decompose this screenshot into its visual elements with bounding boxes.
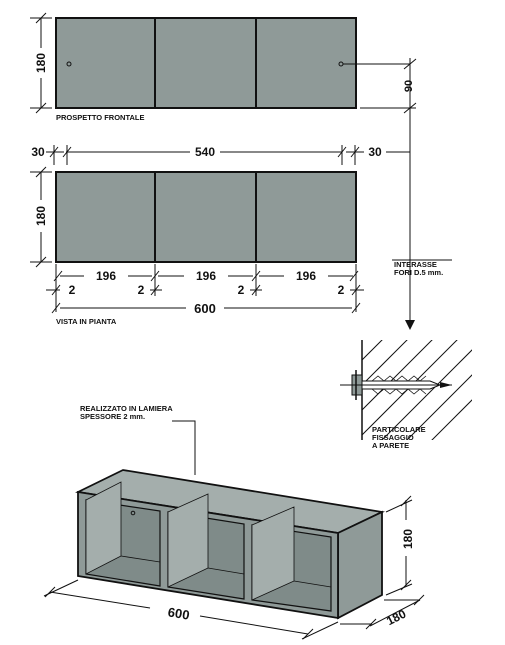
wall-fixing-line-1: PARTICOLARE — [372, 425, 426, 434]
wall-thickness-2: 2 — [137, 283, 145, 297]
iso-height-label: 180 — [401, 528, 415, 550]
wall-fixing-line-3: A PARETE — [372, 441, 410, 450]
plan-inner-width-label: 540 — [194, 145, 216, 159]
hole-spacing-line-1: INTERASSE — [394, 260, 437, 269]
plan-right-gap-label: 30 — [368, 145, 382, 159]
wall-fixing-detail — [340, 330, 505, 450]
plan-depth-dimension — [30, 167, 52, 267]
front-height-label: 180 — [34, 52, 48, 74]
material-line-2: SPESSORE 2 mm. — [80, 412, 146, 421]
wall-thickness-1: 2 — [68, 283, 76, 297]
front-panel — [56, 18, 356, 108]
wall-thickness-3: 2 — [237, 283, 245, 297]
compartment-width-3: 196 — [295, 269, 317, 283]
compartment-width-1: 196 — [95, 269, 117, 283]
plan-panel — [56, 172, 356, 262]
wall-thickness-4: 2 — [337, 283, 345, 297]
material-line-1: REALIZZATO IN LAMIERA — [80, 404, 173, 413]
material-note — [80, 404, 195, 475]
leader-arrow — [405, 320, 415, 330]
hole-spacing-line-2: FORI D.5 mm. — [394, 268, 444, 277]
iso-height-dimension — [386, 496, 415, 595]
hole-offset-label: 90 — [403, 79, 415, 93]
isometric-view — [44, 470, 424, 639]
iso-depth-label: 180 — [384, 606, 409, 629]
hole-spacing-note — [392, 260, 452, 277]
plan-top-dimensions — [31, 145, 410, 165]
iso-width-label: 600 — [166, 604, 191, 623]
compartment-width-2: 196 — [195, 269, 217, 283]
plan-view — [30, 145, 410, 326]
plan-total-width-label: 600 — [194, 301, 216, 316]
plan-total-width — [52, 301, 360, 316]
front-view — [30, 13, 356, 122]
front-height-dimension — [30, 13, 52, 113]
screw-tip — [440, 382, 452, 388]
plan-depth-label: 180 — [34, 205, 48, 227]
front-view-caption: PROSPETTO FRONTALE — [56, 113, 145, 122]
wall-fixing-line-2: FISSAGGIO — [372, 433, 414, 442]
plan-wall-thickness — [46, 283, 364, 297]
plan-view-caption: VISTA IN PIANTA — [56, 317, 117, 326]
plan-left-gap-label: 30 — [31, 145, 45, 159]
